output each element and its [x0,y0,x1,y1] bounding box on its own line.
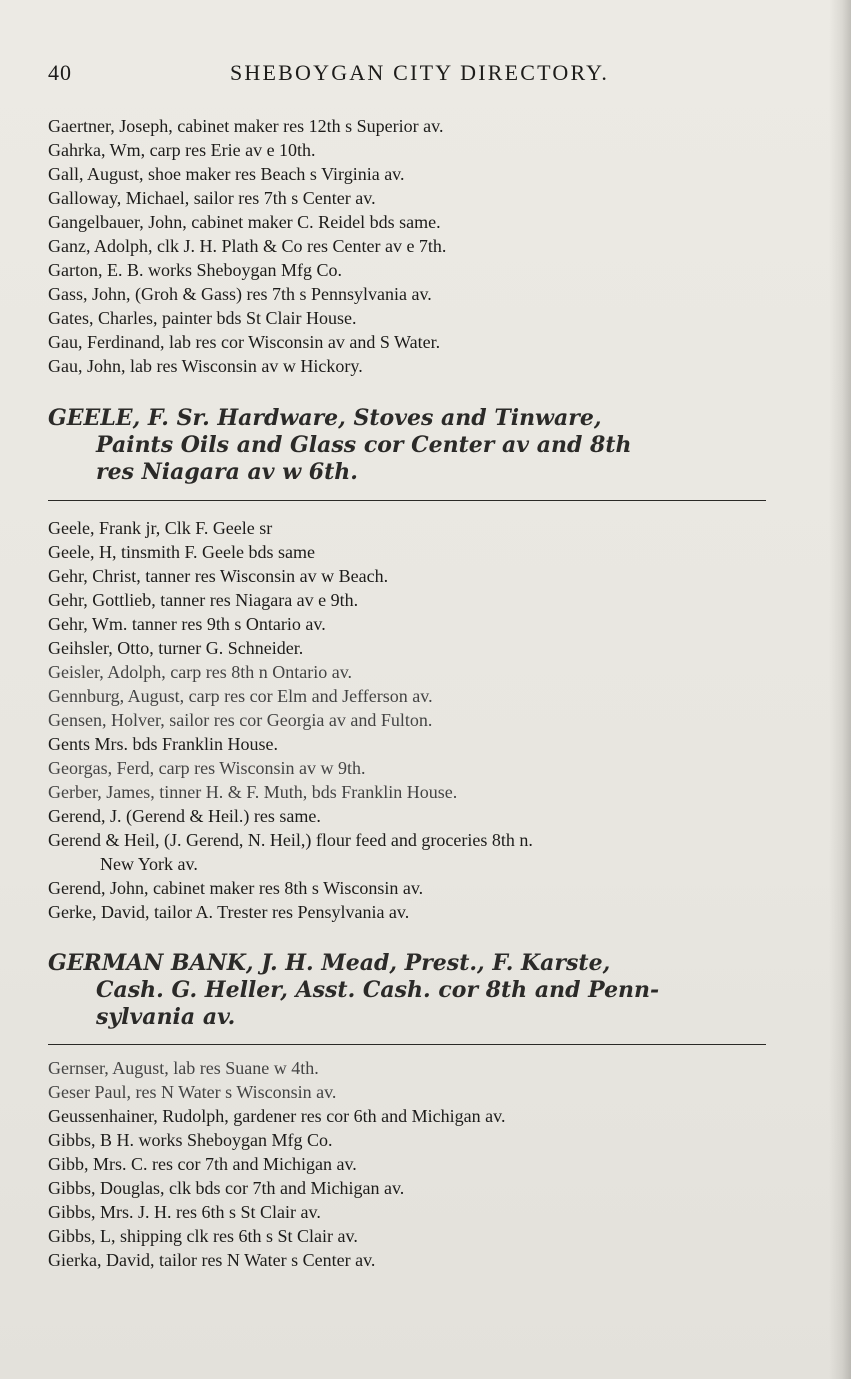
directory-entry: Gahrka, Wm, carp res Erie av e 10th. [48,140,316,160]
directory-entry: Gerend & Heil, (J. Gerend, N. Heil,) flour feed and groceries 8th n. [48,830,533,850]
directory-entry: Gibbs, Douglas, clk bds cor 7th and Michigan av. [48,1178,405,1198]
directory-entry: Gerend, J. (Gerend & Heil.) res same. [48,806,321,826]
ad-line: Cash. G. Heller, Asst. Cash. cor 8th and Penn- [96,977,660,1003]
directory-entry: Gerber, James, tinner H. & F. Muth, bds Franklin House. [48,782,458,802]
ad-line: Paints Oils and Glass cor Center av and 8th [96,432,632,458]
divider-rule [48,500,766,501]
page-edge-shadow [829,0,851,1379]
directory-entry: Gennburg, August, carp res cor Elm and Jefferson av. [48,686,433,706]
running-title: SHEBOYGAN CITY DIRECTORY. [230,60,610,85]
directory-entry: Georgas, Ferd, carp res Wisconsin av w 9th. [48,758,366,778]
directory-entry: Gents Mrs. bds Franklin House. [48,734,278,754]
directory-entry: Gierka, David, tailor res N Water s Center av. [48,1250,376,1270]
directory-entry: Gensen, Holver, sailor res cor Georgia av and Fulton. [48,710,433,730]
entries-group-3 [48,1056,505,1272]
directory-entry: Gaertner, Joseph, cabinet maker res 12th s Superior av. [48,116,444,136]
directory-entry: Galloway, Michael, sailor res 7th s Center av. [48,188,376,208]
directory-entry: Gass, John, (Groh & Gass) res 7th s Pennsylvania av. [48,284,432,304]
entries-group-1 [48,114,446,378]
directory-entry: Geser Paul, res N Water s Wisconsin av. [48,1082,337,1102]
directory-entry: Gibbs, Mrs. J. H. res 6th s St Clair av. [48,1202,321,1222]
ad-line: GEELE, F. Sr. Hardware, Stoves and Tinware, [48,405,602,431]
directory-entry: Gerke, David, tailor A. Trester res Pensylvania av. [48,902,410,922]
directory-entry-continuation: New York av. [100,854,198,874]
directory-entry: Gau, Ferdinand, lab res cor Wisconsin av and S Water. [48,332,441,352]
directory-entry: Gibbs, B H. works Sheboygan Mfg Co. [48,1130,333,1150]
directory-entry: Ganz, Adolph, clk J. H. Plath & Co res Center av e 7th. [48,236,447,256]
directory-entry: Garton, E. B. works Sheboygan Mfg Co. [48,260,342,280]
divider-rule [48,1044,766,1045]
page-header [48,60,658,90]
directory-entry: Geisler, Adolph, carp res 8th n Ontario av. [48,662,353,682]
entries-group-2 [48,516,533,924]
directory-entry: Geele, Frank jr, Clk F. Geele sr [48,518,273,538]
ad-line: sylvania av. [96,1004,236,1030]
directory-entry: Gibbs, L, shipping clk res 6th s St Clair av. [48,1226,358,1246]
ad-line: res Niagara av w 6th. [96,459,358,485]
directory-entry: Gehr, Gottlieb, tanner res Niagara av e 9th. [48,590,359,610]
directory-entry: Gehr, Christ, tanner res Wisconsin av w Beach. [48,566,389,586]
directory-entry: Gau, John, lab res Wisconsin av w Hickory. [48,356,363,376]
directory-entry: Gerend, John, cabinet maker res 8th s Wisconsin av. [48,878,424,898]
directory-entry: Geele, H, tinsmith F. Geele bds same [48,542,316,562]
directory-entry: Geihsler, Otto, turner G. Schneider. [48,638,304,658]
ad-line: GERMAN BANK, J. H. Mead, Prest., F. Karste, [48,950,611,976]
directory-entry: Geussenhainer, Rudolph, gardener res cor 6th and Michigan av. [48,1106,506,1126]
directory-entry: Gernser, August, lab res Suane w 4th. [48,1058,319,1078]
directory-entry: Gibb, Mrs. C. res cor 7th and Michigan av. [48,1154,357,1174]
page-number: 40 [48,60,72,85]
directory-entry: Gangelbauer, John, cabinet maker C. Reidel bds same. [48,212,441,232]
directory-entry: Gall, August, shoe maker res Beach s Virginia av. [48,164,405,184]
advertisement-geele [48,405,632,486]
directory-entry: Gates, Charles, painter bds St Clair House. [48,308,357,328]
advertisement-german-bank [48,950,659,1031]
directory-entry: Gehr, Wm. tanner res 9th s Ontario av. [48,614,326,634]
